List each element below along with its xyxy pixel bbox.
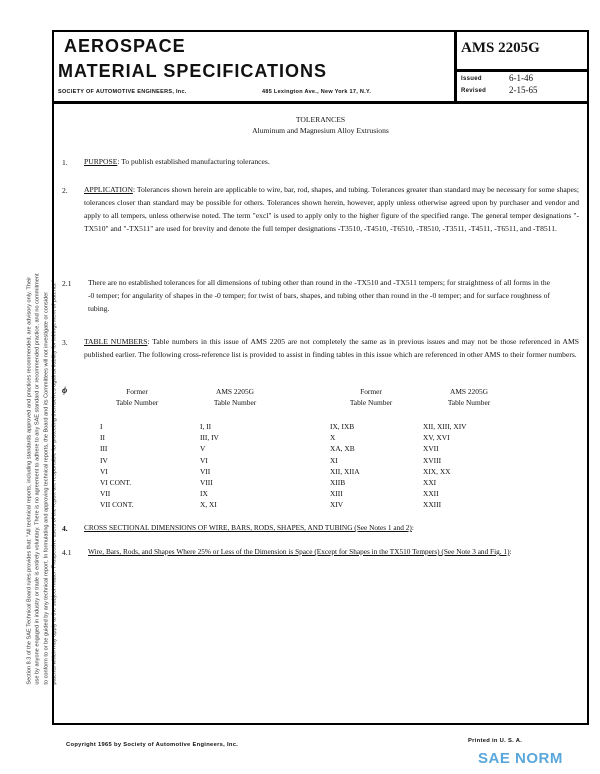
doc-subtitle: Aluminum and Magnesium Alloy Extrusions [252,126,389,135]
watermark-logo: SAE NORM [478,750,563,767]
table-header: AMS 2205G Table Number [213,387,257,407]
table-cell: XV, XVI [423,433,450,443]
section-text: : To publish established manufacturing tolerances. [117,157,270,166]
revised-date: 2-15-65 [509,85,538,95]
society-name: SOCIETY OF AUTOMOTIVE ENGINEERS, Inc. [58,89,187,95]
section-number: 3. [62,338,68,347]
table-cell: VI [200,455,208,465]
society-address: 485 Lexington Ave., New York 17, N.Y. [262,89,372,95]
table-cell: VI CONT. [100,478,132,487]
side-note-line: patents which may apply to the subject matter. Prospective users of the report are responsible for protecting themselves against liability for infringement of patents." [51,280,58,685]
section-text: : [509,547,512,556]
header-title-2: MATERIAL SPECIFICATIONS [58,61,328,81]
section-purpose [84,155,579,168]
section-2-1: There are no established tolerances for all dimensions of tubing other than round in the -TX510 and -TX511 tempers; for straightness of all forms in the -0 temper; for angularity of shapes in the -0 temper; for twist of bars, shapes, and tubing other than round in the -0 temper; and for surface roughness of tubing. [88,278,550,313]
table-cell: XII, XIIA [330,466,360,476]
section-number: 2. [62,186,68,195]
section-heading: APPLICATION [84,185,133,194]
section-4-1 [88,545,583,558]
section-table-numbers [84,335,579,361]
table-header: Former Table Number [349,387,393,407]
table-cell: VII [100,489,111,499]
table-cell: V [200,444,206,454]
change-mark: ϕ [62,385,68,395]
issued-label: Issued [461,76,482,82]
table-cell: XIX, XX [423,466,451,476]
section-heading: PURPOSE [84,157,118,166]
table-cell: I [100,422,103,431]
table-cell: III [100,444,108,454]
header-box [52,30,456,103]
table-cell: X, XI [200,500,217,510]
table-cell: VIII [200,478,213,487]
table-cell: VI [100,466,108,476]
table-cell: XIV [330,500,344,510]
section-text: : [411,523,414,532]
table-cell: XA, XB [330,444,355,454]
section-number: 4.1 [62,548,72,557]
spec-number: AMS 2205G [461,40,540,56]
table-cell: XIII [330,489,343,499]
table-cell: I, II [200,422,212,431]
table-cell: XXIII [423,500,442,510]
table-header: AMS 2205G Table Number [447,387,491,407]
section-heading: TABLE NUMBERS [84,337,148,346]
table-cell: XVIII [423,455,442,465]
section-heading: Wire, Bars, Rods, and Shapes Where 25% or Less of the Dimension is Space (Except for Shapes in the TX510 Tempers) (See Note 3 and Fig. 1) [88,547,510,556]
spec-number-box [455,30,589,71]
table-cell: XVII [423,444,439,454]
section-number: 2.1 [62,279,72,288]
issued-date: 6-1-46 [509,73,533,83]
section-text: : Tolerances shown herein are applicable to wire, bar, rod, shapes, and tubing. Tolerances greater than standard may be necessary for some shapes; tolerances closer than standard may be possible for others. Tolerances shown herein, however, apply unless otherwise agreed upon by purchaser and vendor and apply to all tempers, unless otherwise noted. The term "excl" is used to apply only to the higher figure of the specified range. The general temper designations "-TX510" and "-TX511" are used for brevity and denote the full temper designations -T3510, -T4510, -T6510, -T8510, -T3511, -T4511, -T6511, and -T8511. [84,185,579,233]
section-number: 1. [62,158,68,167]
table-cell: X [330,433,336,443]
table-cell: XXII [423,489,439,499]
section-heading: CROSS SECTIONAL DIMENSIONS OF WIRE, BARS, RODS, SHAPES, AND TUBING (See Notes 1 and 2) [84,523,412,532]
printed-in: Printed in U. S. A. [468,738,523,744]
table-cell: XII, XIII, XIV [423,422,467,431]
section-number: 4. [62,524,68,533]
side-note-line: Section 8.3 of the SAE Technical Board rules provides that: "All technical reports, including standards approved and practices recommended, are advisory only. Their [26,276,33,685]
section-cross-sectional [84,521,584,534]
copyright: Copyright 1965 by Society of Automotive Engineers, Inc. [66,742,239,748]
table-cell: XI [330,455,338,465]
table-header: Former Table Number [115,387,159,407]
table-cell: XXI [423,478,437,487]
side-note-line: use by anyone engaged in industry or trade is entirely voluntary. There is no agreement to adhere to any SAE standard or recommended practice, and no commitment [34,273,41,685]
table-cell: IX [200,489,208,499]
dates-box [455,70,589,103]
table-cell: IV [100,455,108,465]
table-cell: VII [200,466,211,476]
table-cell: II [100,433,105,443]
revised-label: Revised [461,88,487,94]
table-cell: IX, IXB [330,422,355,431]
header-title-1: AEROSPACE [64,36,186,56]
doc-title: TOLERANCES [295,115,346,124]
table-cell: VII CONT. [100,500,134,510]
table-cell: III, IV [200,433,219,443]
section-application [84,183,579,235]
section-text: : Table numbers in this issue of AMS 2205 are not completely the same as in previous issues and may not be those referenced in AMS published earlier. The following cross-reference list is provided to assist in finding tables in this issue which are referenced in other AMS to their former numbers. [84,337,579,359]
table-cell: XIIB [330,478,346,487]
side-note-line: to conform to or be guided by any technical report. In formulating and approving technical reports, the Board and its Committees will not investigate or consider [43,291,49,685]
